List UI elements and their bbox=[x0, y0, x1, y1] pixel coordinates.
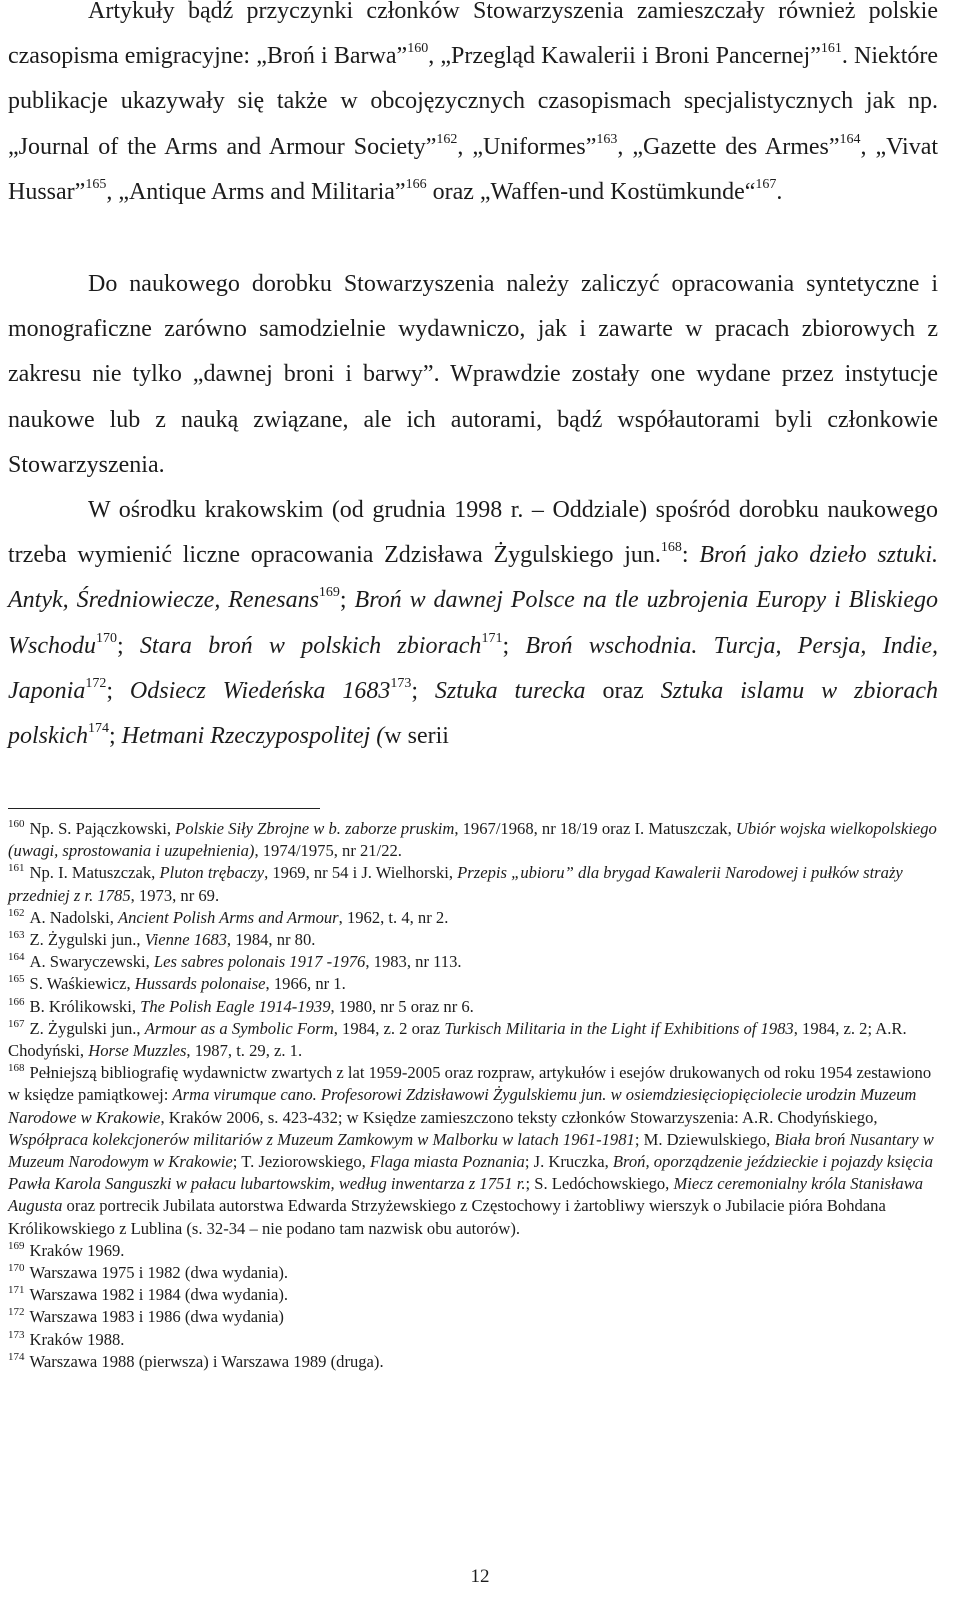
footnote-number: 171 bbox=[8, 1284, 25, 1297]
footnote-separator bbox=[8, 808, 320, 809]
text-run: . bbox=[776, 178, 783, 205]
text-run: Z. Żygulski jun., bbox=[29, 930, 145, 950]
text-run: , 1966, nr 1. bbox=[265, 974, 346, 994]
footnote-168 bbox=[8, 1062, 938, 1240]
footnote-174 bbox=[8, 1351, 938, 1373]
italic-title: Armour as a Symbolic Form bbox=[144, 1018, 334, 1038]
footnote-ref[interactable]: 167 bbox=[755, 176, 777, 192]
italic-title: Ancient Polish Arms and Armour bbox=[118, 907, 339, 927]
footnote-number: 174 bbox=[8, 1350, 25, 1363]
italic-title: Vienne 1683 bbox=[144, 930, 227, 950]
text-run: oraz bbox=[585, 677, 661, 704]
footnote-ref[interactable]: 173 bbox=[390, 675, 412, 691]
italic-title: Arma virumque cano. Profesorowi Zdzisławowi Żygulskiemu jun. bbox=[172, 1085, 607, 1105]
footnote-ref[interactable]: 163 bbox=[596, 131, 618, 147]
footnote-number: 168 bbox=[8, 1062, 25, 1075]
footnote-160 bbox=[8, 818, 938, 862]
text-run: Np. I. Matuszczak, bbox=[29, 863, 160, 883]
italic-title: Hussards polonaise bbox=[134, 974, 266, 994]
footnote-167 bbox=[8, 1018, 938, 1062]
text-run: ; J. Kruczka, bbox=[524, 1152, 613, 1172]
footnote-172 bbox=[8, 1306, 938, 1328]
text-run: ; T. Jeziorowskiego, bbox=[232, 1152, 370, 1172]
italic-title: Flaga miasta Poznania bbox=[369, 1152, 525, 1172]
footnote-ref[interactable]: 166 bbox=[405, 176, 427, 192]
text-run: Z. Żygulski jun., bbox=[29, 1018, 145, 1038]
paragraph-3 bbox=[8, 488, 938, 759]
text-run: ; bbox=[116, 632, 140, 659]
text-run: W ośrodku krakowskim (od grudnia 1998 r. – Oddziale) spośród dorobku naukowego trzeba wymienić liczne opracowania Zdzisława Żygulskiego jun. bbox=[8, 497, 938, 569]
text-run: , 1984, nr 80. bbox=[226, 930, 316, 950]
text-run: , Kraków 2006, s. 423-432; w Księdze zamieszczono teksty członków Stowarzyszenia: A.R. Chodyńskiego, bbox=[160, 1107, 878, 1127]
text-run: , „Uniformes” bbox=[457, 133, 597, 160]
footnote-ref[interactable]: 161 bbox=[820, 41, 842, 57]
footnote-ref[interactable]: 164 bbox=[839, 131, 861, 147]
text-run: , 1973, nr 69. bbox=[130, 885, 220, 905]
footnote-ref[interactable]: 165 bbox=[85, 176, 107, 192]
italic-title: Pluton trębaczy bbox=[159, 863, 265, 883]
text-run: , „Vivat Hussar” bbox=[8, 133, 939, 205]
text-run: B. Królikowski, bbox=[29, 996, 141, 1016]
text-run: Kraków 1969. bbox=[29, 1240, 125, 1260]
text-run: , 1962, t. 4, nr 2. bbox=[338, 907, 449, 927]
italic-title: Odsiecz Wiedeńska 1683 bbox=[129, 677, 391, 704]
text-run: ; S. Ledóchowskiego, bbox=[525, 1174, 674, 1194]
italic-title: Turkisch Militaria in the Light if Exhibitions of 1983 bbox=[444, 1018, 794, 1038]
text-run: ; bbox=[108, 723, 122, 750]
footnote-161 bbox=[8, 862, 938, 906]
footnote-number: 167 bbox=[8, 1017, 25, 1030]
text-run: Warszawa 1975 i 1982 (dwa wydania). bbox=[29, 1263, 289, 1283]
text-run: , 1984, z. 2; A.R. Chodyński, bbox=[8, 1018, 907, 1061]
text-run: ; bbox=[339, 587, 355, 614]
text-run: , „Antique Arms and Militaria” bbox=[106, 178, 406, 205]
footnote-163 bbox=[8, 929, 938, 951]
italic-title: Współpraca kolekcjonerów militariów z Muzeum Zamkowym w Malborku w latach 1961-1981 bbox=[8, 1129, 635, 1149]
text-run: A. Nadolski, bbox=[29, 907, 118, 927]
text-run: : bbox=[681, 542, 700, 569]
text-run: , 1969, nr 54 i J. Wielhorski, bbox=[264, 863, 458, 883]
text-run: . Niektóre publikacje ukazywały się także w obcojęzycznych czasopismach specjalistycznych jak np. „Journal of the Arms and Armour Society” bbox=[8, 43, 939, 160]
footnote-ref[interactable]: 169 bbox=[318, 585, 340, 601]
text-run: Warszawa 1983 i 1986 (dwa wydania) bbox=[29, 1307, 284, 1327]
text-run: Do naukowego dorobku Stowarzyszenia należy zaliczyć opracowania syntetyczne i monograficzne zarówno samodzielnie wydawniczo, jak i zawarte w pracach zbiorowych z zakresu nie tylko „dawnej broni i barwy”. Wprawdzie zostały one wydane przez instytucje naukowe lub z nauką związane, ale ich autorami, bądź współautorami byli członkowie Stowarzyszenia. bbox=[8, 271, 938, 478]
italic-title: Horse Muzzles bbox=[88, 1041, 187, 1061]
text-run: Warszawa 1982 i 1984 (dwa wydania). bbox=[29, 1285, 289, 1305]
footnote-number: 173 bbox=[8, 1328, 25, 1341]
footnote-ref[interactable]: 160 bbox=[407, 41, 429, 57]
footnote-171 bbox=[8, 1284, 938, 1306]
italic-title: Sztuka turecka bbox=[434, 677, 586, 704]
footnote-number: 170 bbox=[8, 1262, 25, 1275]
italic-title: Biała broń Nusantary w Muzeum Narodowym w Krakowie bbox=[8, 1129, 934, 1172]
text-run: ; bbox=[502, 632, 526, 659]
footnote-number: 172 bbox=[8, 1306, 25, 1319]
footnote-169 bbox=[8, 1240, 938, 1262]
footnote-number: 169 bbox=[8, 1239, 25, 1252]
text-run: , 1980, nr 5 oraz nr 6. bbox=[330, 996, 474, 1016]
italic-title: Ubiór wojska wielkopolskiego (uwagi, sprostowania i uzupełnienia) bbox=[8, 819, 937, 861]
italic-title: Miecz ceremonialny króla Stanisława Augusta bbox=[8, 1174, 924, 1216]
page-number: 12 bbox=[470, 1566, 490, 1587]
text-run: , „Przegląd Kawalerii i Broni Pancernej” bbox=[428, 43, 821, 70]
footnote-number: 163 bbox=[8, 929, 25, 942]
text-run: Kraków 1988. bbox=[29, 1329, 125, 1349]
paragraph-1 bbox=[8, 0, 938, 215]
text-run: oraz portrecik Jubilata autorstwa Edwarda Strzyżewskiego z Częstochowy i żartobliwy wierszyk o Jubilacie pióra Bohdana Królikowskiego z Lublina (s. 32-34 – nie podano tam nazwisk obu autorów). bbox=[8, 1196, 886, 1238]
text-run: , 1983, nr 113. bbox=[365, 952, 462, 972]
footnote-number: 161 bbox=[8, 862, 25, 875]
text-run: Artykuły bądź przyczynki członków Stowarzyszenia zamieszczały również polskie czasopisma emigracyjne: „Broń i Barwa” bbox=[8, 0, 938, 70]
footnote-164 bbox=[8, 951, 938, 973]
italic-title: Przepis „ubioru” dla brygad Kawalerii Narodowej i pułków straży przedniej z r. 1785 bbox=[8, 863, 903, 905]
text-run: ; bbox=[106, 677, 130, 704]
text-run: Np. S. Pajączkowski, bbox=[29, 819, 176, 838]
italic-title: Sztuka islamu w zbiorach polskich bbox=[8, 677, 939, 750]
footnote-ref[interactable]: 162 bbox=[436, 131, 458, 147]
footnote-170 bbox=[8, 1262, 938, 1284]
text-run: S. Waśkiewicz, bbox=[29, 974, 135, 994]
footnote-ref[interactable]: 171 bbox=[481, 630, 503, 646]
footnote-number: 166 bbox=[8, 995, 25, 1008]
footnote-ref[interactable]: 172 bbox=[85, 675, 107, 691]
italic-title: Broń w dawnej Polsce na tle uzbrojenia Europy i Bliskiego Wschodu bbox=[8, 587, 938, 659]
footnotes bbox=[8, 818, 938, 1373]
footnote-173 bbox=[8, 1329, 938, 1351]
text-run: A. Swaryczewski, bbox=[29, 952, 154, 972]
text-run: , „Gazette des Armes” bbox=[617, 133, 840, 160]
text-run: , 1967/1968, nr 18/19 oraz I. Matuszczak, bbox=[454, 819, 736, 838]
italic-title: Broń wschodnia. Turcja, Persja, Indie, Japonia bbox=[8, 632, 938, 704]
footnote-162 bbox=[8, 907, 938, 929]
text-run: , 1987, t. 29, z. 1. bbox=[186, 1041, 303, 1061]
italic-title: Broń jako dzieło sztuki. Antyk, Średniowiecze, Renesans bbox=[8, 542, 938, 614]
footnote-number: 162 bbox=[8, 906, 25, 919]
text-run: , 1984, z. 2 oraz bbox=[333, 1018, 445, 1038]
footnote-ref[interactable]: 168 bbox=[660, 540, 682, 556]
text-run: ; bbox=[411, 677, 435, 704]
footnote-ref[interactable]: 170 bbox=[95, 630, 117, 646]
text-run: Warszawa 1988 (pierwsza) i Warszawa 1989 (druga). bbox=[29, 1351, 384, 1371]
italic-title: Hetmani Rzeczypospolitej ( bbox=[121, 723, 385, 750]
text-run: oraz „Waffen-und Kostümkunde“ bbox=[426, 178, 756, 205]
text-run: Pełniejszą bibliografię wydawnictw zwartych z lat 1959-2005 oraz rozpraw, artykułów i esejów drukowanych od roku 1954 zestawiono w księdze pamiątkowej: bbox=[8, 1063, 932, 1105]
text-run: ; M. Dziewulskiego, bbox=[634, 1129, 775, 1149]
italic-title: Polskie Siły Zbrojne w b. zaborze pruskim bbox=[175, 819, 455, 838]
italic-title: Broń, oporządzenie jeździeckie i pojazdy księcia Pawła Karola Sanguszki w pałacu lubartowskim, według inwentarza z 1751 r. bbox=[8, 1152, 934, 1194]
footnote-number: 160 bbox=[8, 818, 25, 830]
italic-title: Stara broń w polskich zbiorach bbox=[139, 632, 482, 659]
paragraph-2 bbox=[8, 262, 938, 488]
footnote-165 bbox=[8, 973, 938, 995]
footnote-166 bbox=[8, 996, 938, 1018]
text-run: , 1974/1975, nr 21/22. bbox=[254, 841, 402, 861]
footnote-ref[interactable]: 174 bbox=[87, 721, 109, 737]
italic-title: w osiemdziesięciopięciolecie urodzin Muzeum Narodowe w Krakowie bbox=[8, 1085, 917, 1127]
footnote-number: 165 bbox=[8, 973, 25, 986]
italic-title: The Polish Eagle 1914-1939 bbox=[140, 996, 331, 1016]
italic-title: Les sabres polonais 1917 -1976 bbox=[153, 952, 366, 972]
text-run: w serii bbox=[384, 723, 449, 750]
footnote-number: 164 bbox=[8, 951, 25, 964]
